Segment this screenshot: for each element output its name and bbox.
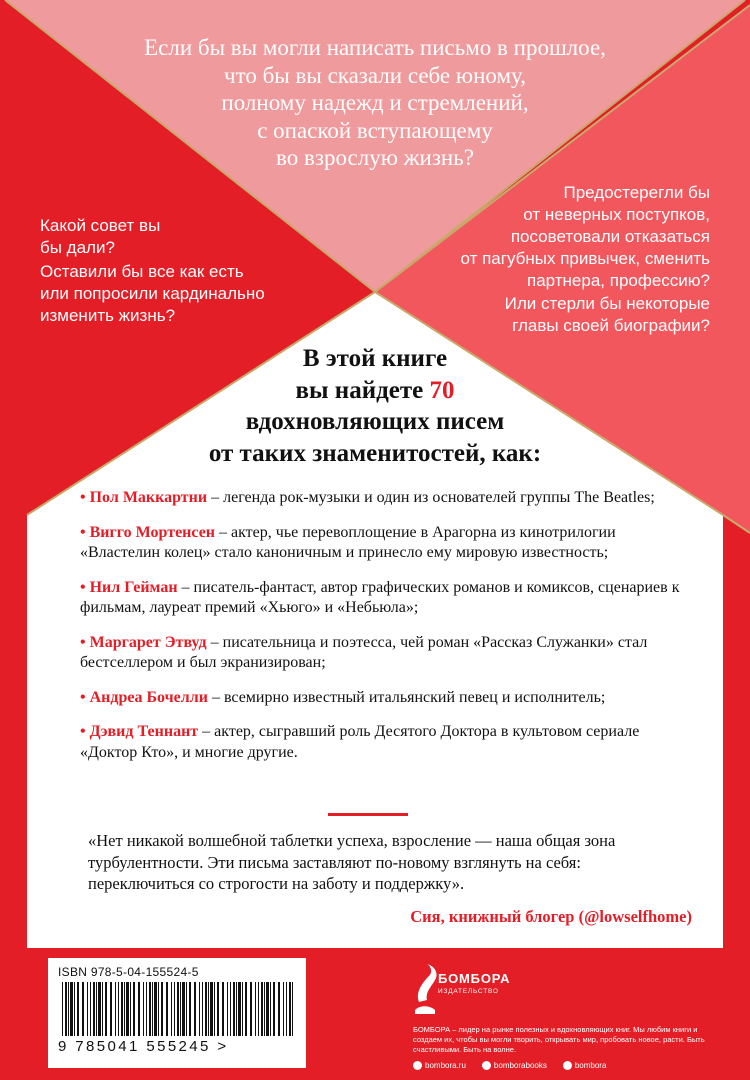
publisher-blurb: БОМБОРА – лидер на рынке полезных и вдохновляющих книг. Мы любим книги и создаем их, чтобы вы могли творить, открывать мир, пробовать новое, расти. Быть счастливыми. Быть на волне. [413, 1025, 705, 1054]
review-quote: «Нет никакой волшебной таблетки успеха, взросление — наша общая зона турбулентности. Эти письма заставляют по-новому взглянуть на себя: переключиться со строгости на заботу и поддержку». [88, 831, 616, 893]
letters-count: 70 [429, 376, 455, 404]
social-link[interactable]: bombora [563, 1061, 607, 1070]
list-item: • Нил Гейман – писатель-фантаст, автор графических романов и комиксов, сценариев к фильмам, лауреат премий «Хьюго» и «Небьюла»; [80, 578, 680, 616]
right-question-1: Предостерегли бы от неверных поступков, посоветовали отказаться от пагубных привычек, сменить партнера, профессию? [460, 183, 710, 290]
social-icon [482, 1061, 491, 1070]
publisher-subtitle: ИЗДАТЕЛЬСТВО [438, 988, 499, 995]
celebrity-list [80, 488, 680, 777]
barcode-digits: 9 785041 555245 > [58, 1038, 229, 1055]
book-heading: В этой книге вы найдете 70 вдохновляющих писем от таких знаменитостей, как: [208, 345, 542, 467]
list-item: • Пол Маккартни – легенда рок-музыки и один из основателей группы The Beatles; [80, 489, 655, 506]
web-icon [413, 1061, 422, 1070]
barcode-box [48, 958, 306, 1068]
social-link[interactable]: bomborabooks [482, 1061, 547, 1070]
social-icon [563, 1061, 572, 1070]
left-question-1: Какой совет вы бы дали? [40, 216, 161, 257]
publisher-name: БОМБОРА [438, 971, 511, 986]
list-item: • Дэвид Теннант – актер, сыгравший роль Десятого Доктора в культовом сериале «Доктор Кто», и многие другие. [80, 723, 640, 761]
right-question-2: Или стерли бы некоторые главы своей биографии? [504, 294, 710, 335]
social-link[interactable]: bombora.ru [413, 1061, 466, 1070]
left-question-2: Оставили бы все как есть или попросили кардинально изменить жизнь? [40, 262, 265, 325]
publisher-socials [413, 1061, 723, 1070]
list-item: • Вигго Мортенсен – актер, чье перевоплощение в Арагорна из кинотрилогии «Властелин колец» стало каноничным и принесло ему мировую известность; [80, 523, 616, 561]
list-item: • Маргарет Этвуд – писательница и поэтесса, чей роман «Рассказ Служанки» стал бестселлером и был экранизирован; [80, 633, 648, 671]
list-item: • Андреа Бочелли – всемирно известный итальянский певец и исполнитель; [80, 688, 606, 706]
quote-divider [328, 813, 408, 816]
quote-author: Сия, книжный блогер (@lowselfhome) [410, 907, 692, 926]
intro-question: Если бы вы могли написать письмо в прошлое, что бы вы сказали себе юному, полному надежд и стремлений, с опаской вступающему во взрослую жизнь? [144, 35, 606, 170]
isbn-label: ISBN 978-5-04-155524-5 [58, 965, 199, 979]
